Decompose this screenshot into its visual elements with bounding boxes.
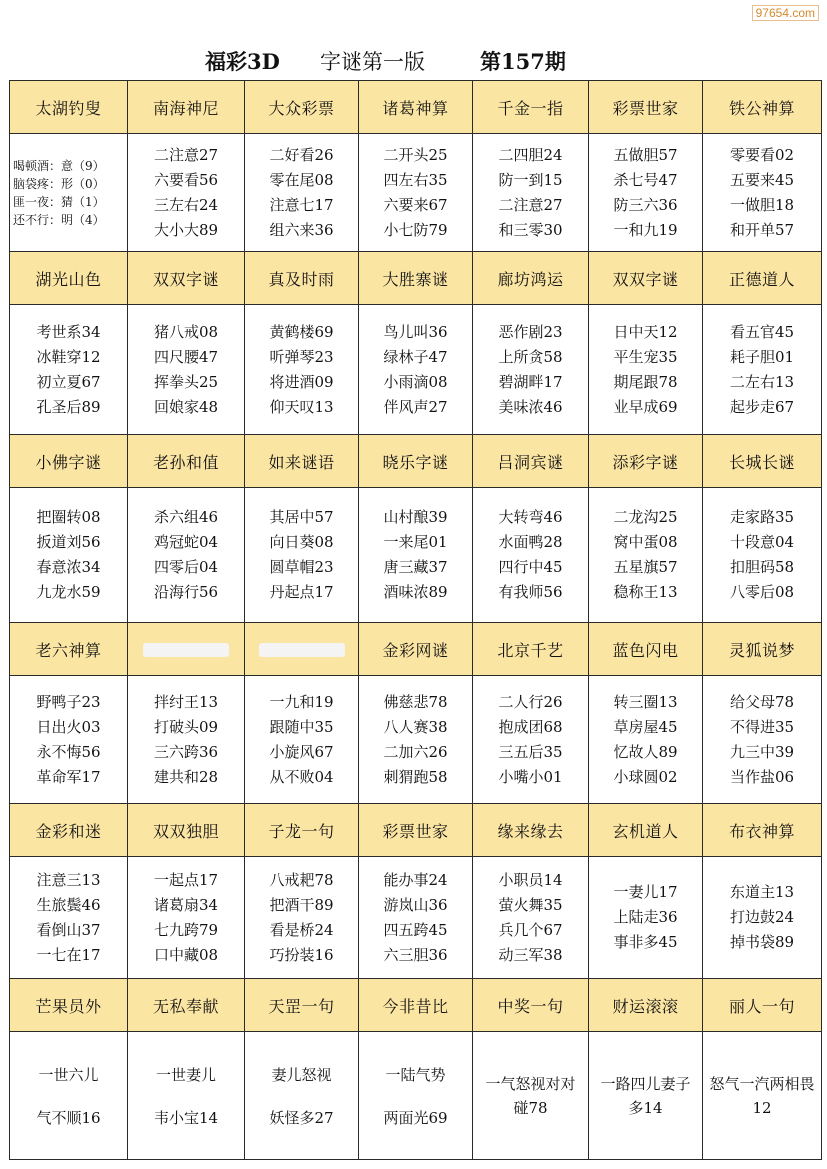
riddle-line: 杀六组46 [153, 508, 219, 526]
riddle-cell [359, 857, 473, 979]
riddle-cell [589, 857, 703, 979]
section-header: 老孙和值 [128, 435, 245, 488]
riddle-line: 大小大89 [153, 220, 219, 239]
riddle-cell [473, 676, 589, 804]
riddle-line: 把酒干89 [269, 895, 334, 914]
section-header: 千金一指 [473, 81, 589, 134]
riddle-cell [589, 676, 703, 804]
riddle-line: 考世系34 [36, 322, 101, 341]
section-header-obscured [245, 623, 359, 676]
section-body-row [10, 1032, 822, 1160]
riddle-line: 五星旗57 [613, 558, 678, 576]
riddle-cell [128, 305, 245, 435]
riddle-line: 从不败04 [269, 767, 334, 786]
riddle-line: 事非多45 [613, 933, 678, 951]
riddle-line: 零要看02 [729, 145, 795, 164]
riddle-line: 三六跨36 [153, 742, 219, 761]
riddle-line: 兵几个67 [498, 920, 563, 939]
riddle-line: 鸟儿叫36 [383, 322, 448, 341]
riddle-line: 动三军38 [498, 945, 563, 964]
riddle-cell [10, 305, 128, 435]
riddle-line: 二注意27 [153, 145, 219, 164]
riddle-line: 酒味浓89 [383, 583, 448, 601]
section-header: 南海神尼 [128, 81, 245, 134]
riddle-line: 一来尾01 [383, 533, 448, 551]
section-header-row [10, 81, 822, 134]
riddle-cell [245, 134, 359, 252]
riddle-line: 萤火舞35 [498, 895, 563, 914]
riddle-line: 二注意27 [498, 195, 563, 214]
riddle-line: 小旋风67 [269, 742, 334, 761]
riddle-line: 看五官45 [729, 322, 795, 341]
riddle-line: 八人赛38 [383, 717, 448, 736]
intro-cell [10, 134, 128, 252]
riddle-line: 四五跨45 [383, 920, 448, 939]
riddle-line: 八零后08 [729, 583, 795, 601]
riddle-cell [128, 488, 245, 623]
riddle-line: 六要来67 [383, 195, 448, 214]
riddle-cell [703, 676, 822, 804]
section-header: 铁公神算 [703, 81, 822, 134]
riddle-line: 小雨滴08 [383, 372, 448, 391]
section-header: 缘来缘去 [473, 804, 589, 857]
riddle-cell [359, 676, 473, 804]
section-header-row [10, 252, 822, 305]
section-header: 长城长谜 [703, 435, 822, 488]
section-header: 北京千艺 [473, 623, 589, 676]
riddle-line: 掉书袋89 [729, 933, 795, 951]
riddle-cell [589, 488, 703, 623]
section-header: 灵狐说梦 [703, 623, 822, 676]
riddle-line: 打边鼓24 [729, 908, 795, 926]
section-header: 小佛字谜 [10, 435, 128, 488]
riddle-table [9, 80, 822, 1160]
riddle-line: 跟随中35 [269, 717, 334, 736]
riddle-line: 扳道刘56 [36, 533, 101, 551]
riddle-line: 二开头25 [383, 145, 448, 164]
riddle-cell [473, 488, 589, 623]
riddle-line: 水面鸭28 [498, 533, 563, 551]
riddle-cell [128, 134, 245, 252]
riddle-line: 山村酿39 [383, 508, 448, 526]
riddle-line: 八戒耙78 [269, 870, 334, 889]
section-header-row [10, 623, 822, 676]
riddle-line: 猪八戒08 [153, 322, 219, 341]
section-header-row [10, 804, 822, 857]
riddle-line: 永不悔56 [36, 742, 101, 761]
riddle-cell [359, 488, 473, 623]
riddle-line: 起步走67 [729, 397, 795, 416]
riddle-line: 能办事24 [383, 870, 448, 889]
riddle-line: 日中天12 [613, 322, 678, 341]
riddle-line: 上所贪58 [498, 347, 563, 366]
riddle-line: 一妻儿17 [613, 883, 678, 901]
riddle-line: 零在尾08 [269, 170, 334, 189]
riddle-line: 注意七17 [269, 195, 334, 214]
riddle-line: 黄鹤楼69 [269, 322, 334, 341]
section-header: 真及时雨 [245, 252, 359, 305]
riddle-line: 草房屋45 [613, 717, 678, 736]
riddle-line: 拌纣王13 [153, 692, 219, 711]
riddle-line: 将进酒09 [269, 372, 334, 391]
riddle-line: 唐三藏37 [383, 558, 448, 576]
section-header: 布衣神算 [703, 804, 822, 857]
section-header: 添彩字谜 [589, 435, 703, 488]
section-header: 中奖一句 [473, 979, 589, 1032]
riddle-line: 丹起点17 [269, 583, 334, 601]
riddle-line: 生旅鬓46 [36, 895, 101, 914]
riddle-line: 九三中39 [729, 742, 795, 761]
riddle-line: 四零后04 [153, 558, 219, 576]
riddle-line: 春意浓34 [36, 558, 101, 576]
riddle-line: 小职员14 [498, 870, 563, 889]
riddle-line: 气不顺16 [36, 1108, 101, 1127]
riddle-cell [589, 134, 703, 252]
riddle-line: 二加六26 [383, 742, 448, 761]
riddle-line: 革命军17 [36, 767, 101, 786]
riddle-cell [245, 305, 359, 435]
riddle-cell [703, 134, 822, 252]
section-body-row [10, 676, 822, 804]
riddle-cell [703, 1032, 822, 1160]
riddle-cell [10, 676, 128, 804]
riddle-line: 和开单57 [729, 220, 795, 239]
section-header-row [10, 979, 822, 1032]
riddle-line: 转三圈13 [613, 692, 678, 711]
section-header: 今非昔比 [359, 979, 473, 1032]
riddle-line: 回娘家48 [153, 397, 219, 416]
riddle-line: 刺猬跑58 [383, 767, 448, 786]
riddle-cell [245, 857, 359, 979]
riddle-line: 二左右13 [729, 372, 795, 391]
riddle-line: 大转弯46 [498, 508, 563, 526]
riddle-line: 六三胆36 [383, 945, 448, 964]
riddle-line: 看是桥24 [269, 920, 334, 939]
riddle-line: 一和九19 [613, 220, 678, 239]
section-header: 双双独胆 [128, 804, 245, 857]
riddle-line: 巧扮装16 [269, 945, 334, 964]
riddle-line: 杀七号47 [613, 170, 678, 189]
riddle-line: 游岚山36 [383, 895, 448, 914]
section-header: 无私奉献 [128, 979, 245, 1032]
riddle-line: 向日葵08 [269, 533, 334, 551]
riddle-line: 圆草帽23 [269, 558, 334, 576]
riddle-line: 妖怪多27 [269, 1108, 334, 1127]
riddle-line: 佛慈悲78 [383, 692, 448, 711]
riddle-cell [589, 305, 703, 435]
riddle-line: 恶作剧23 [498, 322, 563, 341]
riddle-line: 日出火03 [36, 717, 101, 736]
section-header-row [10, 435, 822, 488]
riddle-line: 看倒山37 [36, 920, 101, 939]
section-header: 芒果员外 [10, 979, 128, 1032]
riddle-line: 二龙沟25 [613, 508, 678, 526]
riddle-line: 挥拳头25 [153, 372, 219, 391]
riddle-line: 听弹琴23 [269, 347, 334, 366]
riddle-line: 伴风声27 [383, 397, 448, 416]
riddle-line: 一世六儿 [38, 1065, 99, 1084]
riddle-line: 忆故人89 [613, 742, 678, 761]
riddle-cell [128, 1032, 245, 1160]
riddle-line: 小七防79 [383, 220, 448, 239]
riddle-line: 组六来36 [269, 220, 334, 239]
riddle-line: 十段意04 [729, 533, 795, 551]
riddle-line: 一气怒视对对碰78 [485, 1074, 576, 1117]
riddle-line: 一做胆18 [729, 195, 795, 214]
riddle-line: 二好看26 [269, 145, 334, 164]
section-header: 丽人一句 [703, 979, 822, 1032]
riddle-line: 美味浓46 [498, 397, 563, 416]
riddle-line: 诸葛扇34 [153, 895, 219, 914]
riddle-line: 当作盐06 [729, 767, 795, 786]
section-body-row [10, 134, 822, 252]
intro-line: 还不行：明（4） [13, 212, 105, 227]
riddle-cell [473, 134, 589, 252]
riddle-line: 三五后35 [498, 742, 563, 761]
riddle-cell [10, 488, 128, 623]
riddle-cell [245, 676, 359, 804]
riddle-line: 野鸭子23 [36, 692, 101, 711]
riddle-line: 九龙水59 [36, 583, 101, 601]
riddle-cell [128, 676, 245, 804]
riddle-cell [703, 305, 822, 435]
riddle-line: 四行中45 [498, 558, 563, 576]
riddle-line: 沿海行56 [153, 583, 219, 601]
section-header: 天罡一句 [245, 979, 359, 1032]
riddle-line: 口中藏08 [153, 945, 219, 964]
riddle-cell [703, 488, 822, 623]
riddle-line: 防一到15 [498, 170, 563, 189]
section-header: 金彩网谜 [359, 623, 473, 676]
riddle-line: 其居中57 [269, 508, 334, 526]
section-header: 诸葛神算 [359, 81, 473, 134]
riddle-line: 抱成团68 [498, 717, 563, 736]
riddle-line: 和三零30 [498, 220, 563, 239]
riddle-line: 注意三13 [36, 870, 101, 889]
riddle-line: 一九和19 [269, 692, 334, 711]
riddle-line: 稳称王13 [613, 583, 678, 601]
riddle-line: 耗子胆01 [729, 347, 795, 366]
riddle-line: 建共和28 [153, 767, 219, 786]
riddle-cell [128, 857, 245, 979]
riddle-line: 四尺腰47 [153, 347, 219, 366]
riddle-line: 打破头09 [153, 717, 219, 736]
intro-line: 脑袋疼：形（0） [13, 176, 105, 191]
riddle-line: 小球圆02 [613, 767, 678, 786]
section-body-row [10, 488, 822, 623]
riddle-cell [10, 857, 128, 979]
riddle-line: 窝中蛋08 [613, 533, 678, 551]
riddle-line: 有我师56 [498, 583, 563, 601]
title-issue: 第157期 [480, 49, 566, 74]
riddle-cell [245, 1032, 359, 1160]
section-header: 双双字谜 [128, 252, 245, 305]
riddle-line: 把圈转08 [36, 508, 101, 526]
riddle-line: 妻儿怒视 [271, 1065, 332, 1084]
riddle-cell [359, 134, 473, 252]
section-header: 吕洞宾谜 [473, 435, 589, 488]
riddle-line: 小嘴小01 [498, 767, 563, 786]
section-header: 蓝色闪电 [589, 623, 703, 676]
intro-line: 喝顿酒：意（9） [13, 158, 105, 173]
riddle-line: 六要看56 [153, 170, 219, 189]
title-edition: 字谜第一版 [320, 50, 425, 74]
riddle-line: 五要来45 [729, 170, 795, 189]
section-header: 彩票世家 [359, 804, 473, 857]
section-header: 如来谜语 [245, 435, 359, 488]
riddle-line: 绿林子47 [383, 347, 448, 366]
riddle-cell [473, 305, 589, 435]
riddle-line: 鸡冠蛇04 [153, 533, 219, 551]
section-header: 大众彩票 [245, 81, 359, 134]
riddle-cell [589, 1032, 703, 1160]
riddle-cell [359, 305, 473, 435]
riddle-line: 韦小宝14 [153, 1108, 219, 1127]
site-watermark: 97654.com [752, 5, 819, 21]
riddle-line: 上陆走36 [613, 908, 678, 926]
riddle-line: 一路四儿妻子多14 [600, 1074, 691, 1117]
riddle-line: 七九跨79 [153, 920, 219, 939]
riddle-line: 走家路35 [729, 508, 795, 526]
section-body-row [10, 857, 822, 979]
section-header: 财运滚滚 [589, 979, 703, 1032]
riddle-line: 一七在17 [36, 945, 101, 964]
section-body-row [10, 305, 822, 435]
riddle-cell [359, 1032, 473, 1160]
riddle-cell [473, 1032, 589, 1160]
riddle-line: 初立夏67 [36, 372, 101, 391]
section-header: 湖光山色 [10, 252, 128, 305]
riddle-line: 怒气一汽两相畏12 [709, 1074, 815, 1117]
riddle-line: 一起点17 [153, 870, 219, 889]
section-header: 大胜寨谜 [359, 252, 473, 305]
riddle-line: 仰天叹13 [269, 397, 334, 416]
riddle-line: 业早成69 [613, 397, 678, 416]
riddle-cell [10, 1032, 128, 1160]
riddle-cell [245, 488, 359, 623]
riddle-line: 四左右35 [383, 170, 448, 189]
riddle-line: 期尾跟78 [613, 372, 678, 391]
riddle-cell [473, 857, 589, 979]
section-header: 老六神算 [10, 623, 128, 676]
riddle-line: 三左右24 [153, 195, 219, 214]
riddle-line: 不得进35 [729, 717, 795, 736]
section-header: 太湖钓叟 [10, 81, 128, 134]
riddle-line: 防三六36 [613, 195, 678, 214]
section-header: 金彩和迷 [10, 804, 128, 857]
riddle-line: 碧湖畔17 [498, 372, 563, 391]
section-header: 正德道人 [703, 252, 822, 305]
riddle-line: 两面光69 [383, 1108, 448, 1127]
riddle-line: 五做胆57 [613, 145, 678, 164]
section-header: 玄机道人 [589, 804, 703, 857]
riddle-line: 二人行26 [498, 692, 563, 711]
riddle-cell [703, 857, 822, 979]
riddle-line: 扣胆码58 [729, 558, 795, 576]
section-header-obscured [128, 623, 245, 676]
section-header: 晓乐字谜 [359, 435, 473, 488]
riddle-line: 给父母78 [729, 692, 795, 711]
section-header: 双双字谜 [589, 252, 703, 305]
riddle-line: 孔圣后89 [36, 397, 101, 416]
section-header: 彩票世家 [589, 81, 703, 134]
riddle-line: 一世妻儿 [155, 1065, 216, 1084]
intro-line: 匪一夜：猜（1） [13, 194, 105, 209]
riddle-line: 平生宠35 [613, 347, 678, 366]
title-lottery: 福彩3D [205, 49, 280, 74]
riddle-line: 冰鞋穿12 [36, 347, 101, 366]
page-title [0, 46, 827, 78]
riddle-line: 东道主13 [729, 883, 795, 901]
riddle-line: 二四胆24 [498, 145, 563, 164]
section-header: 廊坊鸿运 [473, 252, 589, 305]
riddle-line: 一陆气势 [385, 1065, 446, 1084]
section-header: 子龙一句 [245, 804, 359, 857]
